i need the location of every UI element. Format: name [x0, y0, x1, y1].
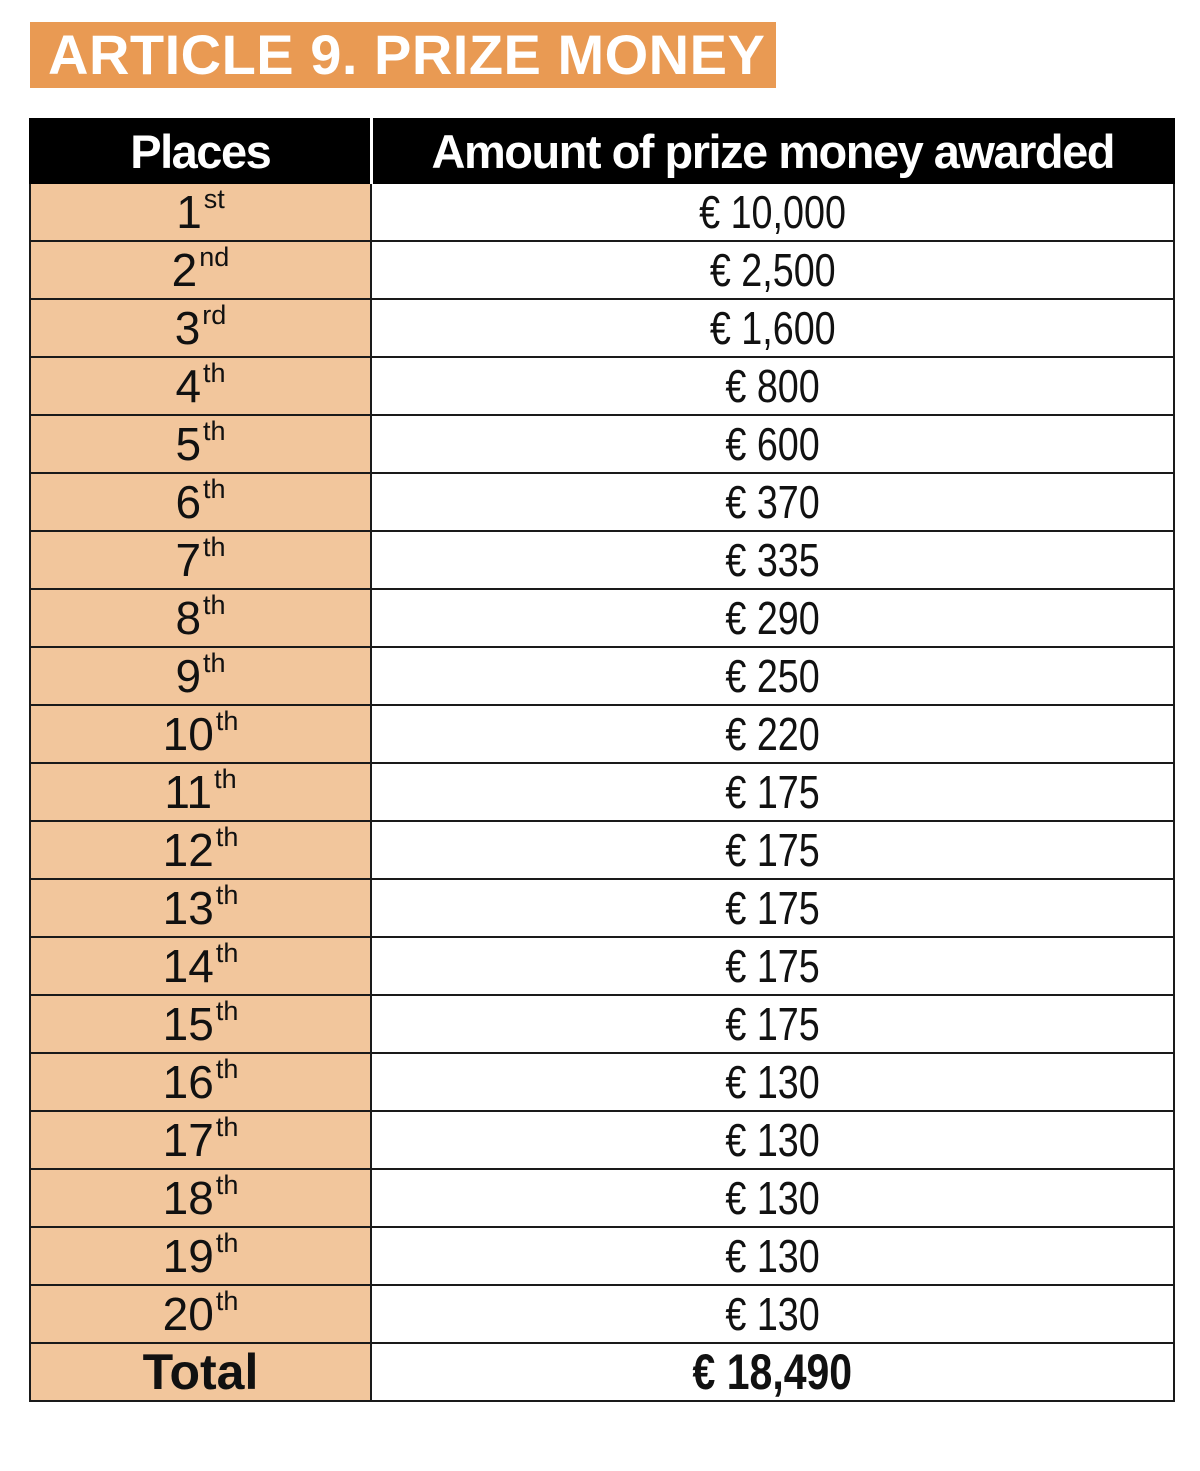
- table-row: [30, 589, 1174, 647]
- amount-value: € 370: [725, 476, 820, 528]
- amount-value: € 130: [725, 1288, 820, 1340]
- table-header-row: [30, 119, 1174, 183]
- place-cell: [30, 357, 371, 415]
- place-cell: [30, 183, 371, 241]
- amount-cell: [371, 1053, 1174, 1111]
- place-number: 15: [162, 998, 214, 1050]
- table-row: [30, 937, 1174, 995]
- place-number: 3: [174, 302, 201, 354]
- table-row: [30, 1285, 1174, 1343]
- amount-value: € 175: [725, 824, 820, 876]
- place-number: 14: [162, 940, 214, 992]
- table-row: [30, 995, 1174, 1053]
- place-number: 4: [175, 360, 202, 412]
- amount-cell: [371, 357, 1174, 415]
- table-row: [30, 241, 1174, 299]
- place-number: 2: [171, 244, 198, 296]
- place-suffix: th: [215, 1112, 239, 1142]
- table-row: [30, 531, 1174, 589]
- amount-value: € 130: [725, 1172, 820, 1224]
- place-cell: [30, 937, 371, 995]
- place-suffix: th: [203, 358, 226, 388]
- place-cell: [30, 821, 371, 879]
- total-amount-cell: [371, 1343, 1174, 1401]
- place-cell: [30, 531, 371, 589]
- amount-cell: [371, 1169, 1174, 1227]
- place-cell: [30, 415, 371, 473]
- table-row: [30, 1053, 1174, 1111]
- place-suffix: th: [215, 1170, 239, 1200]
- amount-cell: [371, 705, 1174, 763]
- table-row: [30, 299, 1174, 357]
- places-column-header: Places: [30, 119, 371, 183]
- place-number: 8: [175, 592, 202, 644]
- place-number: 10: [162, 708, 214, 760]
- table-row: [30, 1111, 1174, 1169]
- amount-value: € 175: [725, 940, 820, 992]
- place-cell: [30, 1169, 371, 1227]
- amount-value: € 175: [725, 882, 820, 934]
- place-cell: [30, 1053, 371, 1111]
- table-row: [30, 1227, 1174, 1285]
- amount-value: € 290: [725, 592, 820, 644]
- amount-cell: [371, 763, 1174, 821]
- place-suffix: rd: [202, 300, 227, 330]
- amount-cell: [371, 821, 1174, 879]
- place-cell: [30, 241, 371, 299]
- place-suffix: th: [203, 416, 226, 446]
- place-number: 17: [162, 1114, 214, 1166]
- place-cell: [30, 473, 371, 531]
- place-cell: [30, 647, 371, 705]
- place-suffix: th: [215, 1054, 239, 1084]
- amount-value: € 220: [725, 708, 820, 760]
- place-suffix: st: [203, 184, 225, 214]
- place-number: 18: [162, 1172, 214, 1224]
- place-suffix: th: [215, 822, 239, 852]
- place-cell: [30, 1111, 371, 1169]
- total-label: Total: [30, 1343, 371, 1401]
- place-suffix: th: [214, 764, 237, 794]
- place-cell: [30, 995, 371, 1053]
- amount-cell: [371, 995, 1174, 1053]
- table-row: [30, 705, 1174, 763]
- place-cell: [30, 1285, 371, 1343]
- amount-value: € 10,000: [699, 186, 846, 238]
- place-cell: [30, 589, 371, 647]
- amount-column-header: Amount of prize money awarded: [371, 119, 1174, 183]
- total-amount: € 18,490: [692, 1344, 853, 1400]
- place-number: 7: [175, 534, 202, 586]
- amount-cell: [371, 879, 1174, 937]
- place-suffix: nd: [199, 242, 230, 272]
- place-number: 11: [164, 766, 213, 818]
- place-number: 9: [175, 650, 202, 702]
- amount-value: € 175: [725, 766, 820, 818]
- place-cell: [30, 763, 371, 821]
- amount-cell: [371, 1285, 1174, 1343]
- place-cell: [30, 705, 371, 763]
- amount-value: € 800: [725, 360, 820, 412]
- prize-rows: [30, 183, 1174, 1343]
- amount-value: € 130: [725, 1056, 820, 1108]
- place-suffix: th: [203, 648, 226, 678]
- amount-value: € 250: [725, 650, 820, 702]
- amount-cell: [371, 473, 1174, 531]
- place-suffix: th: [215, 1228, 239, 1258]
- amount-cell: [371, 415, 1174, 473]
- amount-value: € 130: [725, 1114, 820, 1166]
- article-heading: ARTICLE 9. PRIZE MONEY: [30, 22, 776, 88]
- amount-cell: [371, 241, 1174, 299]
- table-row: [30, 647, 1174, 705]
- amount-value: € 2,500: [709, 244, 836, 296]
- table-row: [30, 763, 1174, 821]
- amount-value: € 130: [725, 1230, 820, 1282]
- place-suffix: th: [215, 1286, 239, 1316]
- place-number: 6: [175, 476, 202, 528]
- place-suffix: th: [203, 590, 226, 620]
- place-suffix: th: [215, 706, 239, 736]
- total-row: [30, 1343, 1174, 1401]
- place-number: 16: [162, 1056, 214, 1108]
- place-number: 20: [162, 1288, 214, 1340]
- table-row: [30, 415, 1174, 473]
- place-cell: [30, 299, 371, 357]
- table-row: [30, 879, 1174, 937]
- amount-cell: [371, 183, 1174, 241]
- amount-value: € 1,600: [709, 302, 836, 354]
- place-number: 5: [175, 418, 202, 470]
- table-row: [30, 473, 1174, 531]
- amount-cell: [371, 1227, 1174, 1285]
- place-number: 19: [162, 1230, 214, 1282]
- place-suffix: th: [215, 880, 239, 910]
- place-suffix: th: [215, 996, 239, 1026]
- amount-value: € 175: [725, 998, 820, 1050]
- place-suffix: th: [203, 532, 226, 562]
- table-row: [30, 1169, 1174, 1227]
- table-row: [30, 183, 1174, 241]
- amount-cell: [371, 647, 1174, 705]
- place-number: 1: [176, 186, 202, 238]
- amount-cell: [371, 531, 1174, 589]
- amount-value: € 600: [725, 418, 820, 470]
- table-row: [30, 357, 1174, 415]
- table-row: [30, 821, 1174, 879]
- place-number: 12: [162, 824, 214, 876]
- amount-cell: [371, 299, 1174, 357]
- place-number: 13: [162, 882, 214, 934]
- amount-cell: [371, 937, 1174, 995]
- prize-money-table: [29, 118, 1175, 1402]
- place-cell: [30, 1227, 371, 1285]
- amount-value: € 335: [725, 534, 820, 586]
- place-suffix: th: [203, 474, 226, 504]
- amount-cell: [371, 589, 1174, 647]
- amount-cell: [371, 1111, 1174, 1169]
- place-suffix: th: [215, 938, 239, 968]
- place-cell: [30, 879, 371, 937]
